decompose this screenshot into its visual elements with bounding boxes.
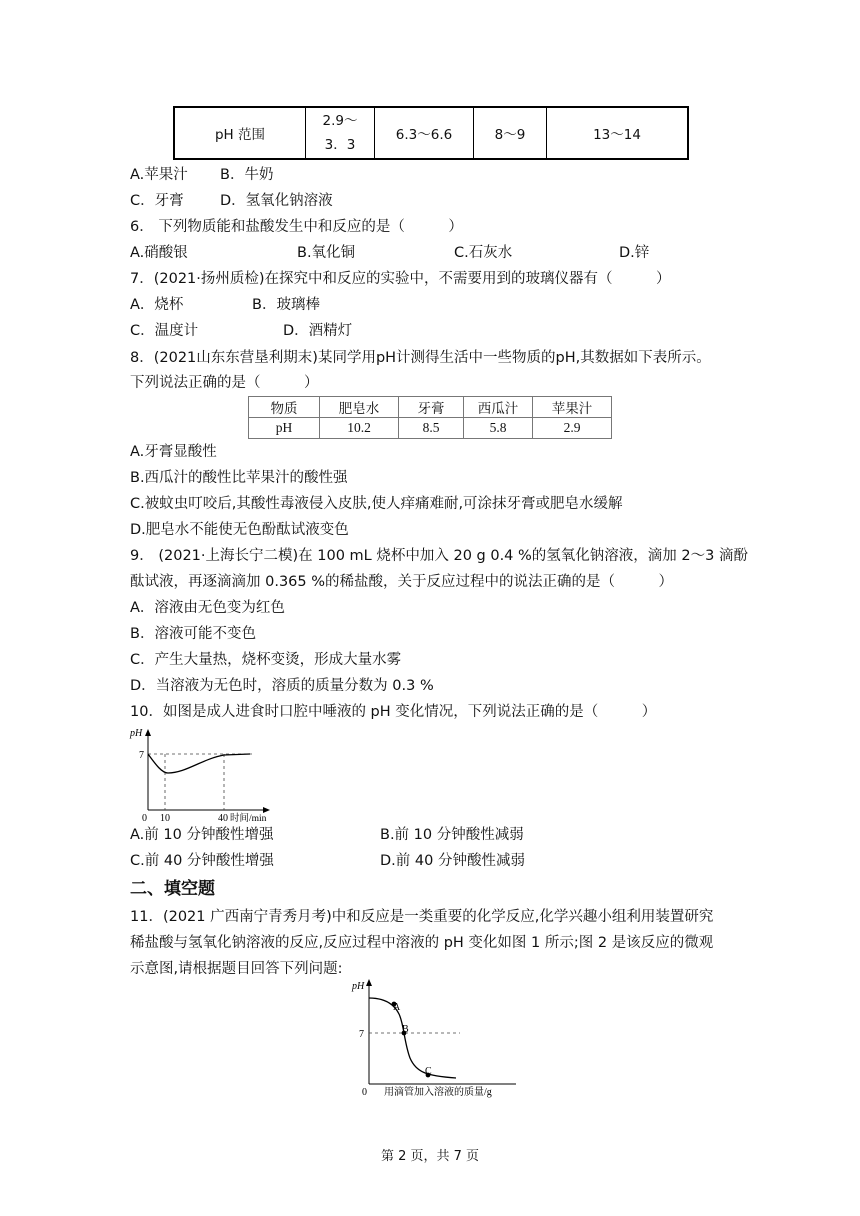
q10-opt-c: C.前 40 分钟酸性增强	[130, 853, 274, 869]
q11-stem-1: 11．(2021 广西南宁青秀月考)中和反应是一类重要的化学反应,化学兴趣小组利用装置研究	[130, 909, 714, 925]
q10-stem: 10．如图是成人进食时口腔中唾液的 pH 变化情况，下列说法正确的是（ ）	[130, 704, 657, 720]
y-tick-7: 7	[359, 1029, 364, 1040]
q10-opt-d: D.前 40 分钟酸性减弱	[380, 853, 525, 869]
y-axis-label: pH	[352, 981, 365, 992]
q11-stem-3: 示意图,请根据题目回答下列问题:	[130, 961, 343, 977]
label-a: A	[393, 1002, 401, 1013]
table-header: 苹果汁	[533, 397, 612, 418]
q5-opt-d: D．氢氧化钠溶液	[220, 193, 333, 209]
x-tick-0: 0	[362, 1087, 367, 1098]
x-axis-label: 用滴管加入溶液的质量/g	[384, 1087, 492, 1098]
q8-opt-b: B.西瓜汁的酸性比苹果汁的酸性强	[130, 470, 348, 486]
table-header: 牙膏	[399, 397, 464, 418]
table-cell: 10.2	[320, 418, 399, 439]
table-row	[249, 418, 612, 439]
x-axis-arrow	[263, 807, 270, 813]
q9-opt-a: A．溶液由无色变为红色	[130, 600, 285, 616]
q5-opt-c: C．牙膏	[130, 193, 184, 209]
q10-opt-b: B.前 10 分钟酸性减弱	[380, 827, 524, 843]
q8-opt-d: D.肥皂水不能使无色酚酞试液变色	[130, 522, 349, 538]
table-header: 西瓜汁	[464, 397, 533, 418]
table-cell: pH	[249, 418, 320, 439]
q8-opt-c: C.被蚊虫叮咬后,其酸性毒液侵入皮肤,使人痒痛难耐,可涂抹牙膏或肥皂水缓解	[130, 496, 623, 512]
q9-opt-d: D．当溶液为无色时，溶质的质量分数为 0.3 %	[130, 678, 434, 694]
label-b: B	[402, 1024, 409, 1035]
ph-curve	[369, 998, 456, 1078]
ph-curve	[148, 754, 250, 773]
ph-data-table	[248, 396, 612, 439]
x-tick-10: 10	[160, 813, 170, 824]
ph-range-cell-2: 6.3～6.6	[375, 107, 474, 159]
neutralization-ph-graph	[348, 976, 523, 1098]
ph-range-cell-1-bottom: 3．3	[324, 137, 356, 153]
table-cell: 5.8	[464, 418, 533, 439]
section-heading: 二、填空题	[130, 879, 215, 899]
ph-range-cell-1	[306, 107, 375, 159]
q8-stem-2: 下列说法正确的是（ ）	[130, 375, 319, 391]
ph-range-table	[173, 106, 689, 160]
q10-opt-a: A.前 10 分钟酸性增强	[130, 827, 274, 843]
q7-opt-a: A．烧杯	[130, 297, 184, 313]
q5-opt-b: B．牛奶	[220, 167, 274, 183]
x-tick-40: 40	[218, 813, 228, 824]
x-tick-0: 0	[142, 813, 147, 824]
ph-range-label: pH 范围	[174, 107, 306, 159]
q9-opt-c: C．产生大量热，烧杯变烫，形成大量水雾	[130, 652, 402, 668]
q9-stem-1: 9． (2021·上海长宁二模)在 100 mL 烧杯中加入 20 g 0.4 %的氢氧化钠溶液，滴加 2～3 滴酚	[130, 548, 748, 564]
label-c: C	[425, 1066, 432, 1077]
q6-opt-d: D.锌	[619, 245, 650, 261]
q9-opt-b: B．溶液可能不变色	[130, 626, 256, 642]
table-header: 物质	[249, 397, 320, 418]
q11-stem-2: 稀盐酸与氢氧化钠溶液的反应,反应过程中溶液的 pH 变化如图 1 所示;图 2 是该反应的微观	[130, 935, 714, 951]
q7-opt-d: D．酒精灯	[283, 323, 353, 339]
y-axis-arrow	[366, 979, 372, 986]
q6-stem: 6． 下列物质能和盐酸发生中和反应的是（ ）	[130, 219, 463, 235]
q6-opt-c: C.石灰水	[454, 245, 513, 261]
y-axis-arrow	[145, 729, 151, 736]
q7-opt-b: B．玻璃棒	[252, 297, 320, 313]
q7-opt-c: C．温度计	[130, 323, 199, 339]
y-axis-label: pH	[130, 728, 143, 739]
q6-opt-b: B.氧化铜	[297, 245, 356, 261]
q7-stem: 7．(2021·扬州质检)在探究中和反应的实验中，不需要用到的玻璃仪器有（ ）	[130, 271, 671, 287]
y-tick-7: 7	[139, 750, 144, 761]
ph-range-cell-4: 13～14	[547, 107, 689, 159]
q6-opt-a: A.硝酸银	[130, 245, 188, 261]
saliva-ph-graph	[128, 725, 288, 825]
q9-stem-2: 酞试液，再逐滴滴加 0.365 %的稀盐酸，关于反应过程中的说法正确的是（ ）	[130, 574, 674, 590]
table-header: 肥皂水	[320, 397, 399, 418]
table-cell: 2.9	[533, 418, 612, 439]
ph-range-cell-1-top: 2.9～	[322, 113, 358, 129]
ph-range-cell-3: 8～9	[474, 107, 547, 159]
q8-opt-a: A.牙膏显酸性	[130, 444, 217, 460]
x-axis-label: 时间/min	[230, 814, 267, 824]
q8-stem-1: 8．(2021山东东营垦利期末)某同学用pH计测得生活中一些物质的pH,其数据如下表所示。	[130, 350, 711, 366]
table-header-row	[249, 397, 612, 418]
page-footer: 第 2 页，共 7 页	[380, 1149, 480, 1164]
table-cell: 8.5	[399, 418, 464, 439]
q5-opt-a: A.苹果汁	[130, 167, 188, 183]
